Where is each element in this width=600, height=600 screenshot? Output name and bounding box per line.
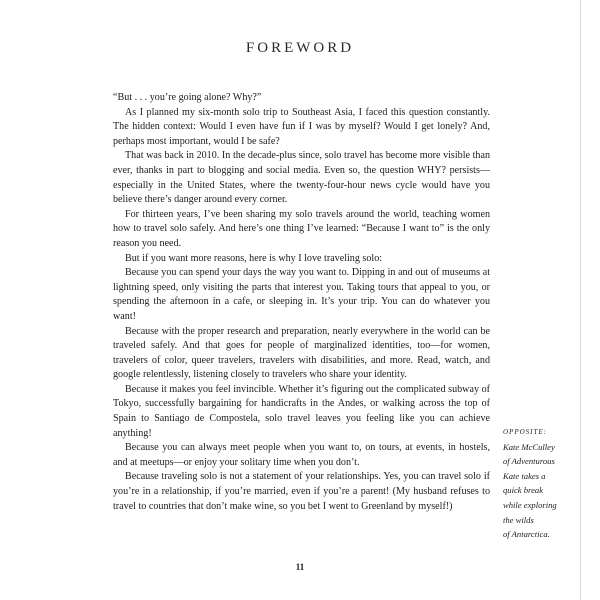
- paragraph-7: Because with the proper research and preparation, nearly everywhere in the world can be traveled safely. And that goes for people of marginalized identities, too—for women, travelers of color, queer travelers, travelers with disabilities, and more. Read, watch, and google relentlessly, listening closely to travelers who share your identity.: [113, 325, 490, 381]
- page-title: FOREWORD: [245, 40, 355, 56]
- paragraph-5: But if you want more reasons, here is why I love traveling solo:: [125, 252, 383, 264]
- caption-label: OPPOSITE:: [503, 428, 547, 436]
- caption-line: Kate McCulley: [503, 441, 555, 452]
- page-edge-divider: [580, 0, 581, 600]
- page-number: 11: [295, 562, 305, 572]
- paragraph-8: Because it makes you feel invincible. Whether it’s figuring out the complicated subway of Tokyo, successfully bargaining for handicrafts in the Andes, or walking across the top of Spain to Santiago de Compostela, solo travel leaves you feeling like you can achieve anything!: [113, 383, 490, 439]
- caption-line: of Adventurous: [503, 456, 555, 467]
- paragraph-2: As I planned my six-month solo trip to Southeast Asia, I faced this question constantly. The hidden context: Would I even have fun if I was by myself? Would I get lonely? And, perhaps most important, would I be safe?: [113, 106, 490, 147]
- paragraph-1: “But . . . you’re going alone? Why?”: [113, 92, 262, 103]
- caption-line: Kate takes a: [503, 470, 546, 481]
- paragraph-4: For thirteen years, I’ve been sharing my solo travels around the world, teaching women how to travel solo safely. And here’s one thing I’ve learned: “Because I want to” is the only reason you need.: [113, 208, 490, 249]
- paragraph-9: Because you can always meet people when you want to, on tours, at events, in hostels, and at meetups—or enjoy your solitary time when you don’t.: [113, 442, 490, 468]
- paragraph-3: That was back in 2010. In the decade-plus since, solo travel has become more visible than ever, thanks in part to blogging and social media. Even so, the question WHY? persists—especially in the United States, where the twenty-four-hour news cycle would have you believe there’s danger around every corner.: [113, 150, 490, 206]
- caption-line: of Antarctica.: [503, 529, 550, 540]
- foreword-body: [113, 91, 490, 514]
- caption-line: while exploring: [503, 499, 557, 510]
- paragraph-6: Because you can spend your days the way you want to. Dipping in and out of museums at lightning speed, only visiting the parts that interest you. Taking tours that appeal to you, or spending the afternoon in a cafe, or sleeping in. It’s your trip. You can do whatever you want!: [113, 267, 490, 322]
- photo-caption: [503, 425, 579, 542]
- paragraph-10: Because traveling solo is not a statement of your relationships. Yes, you can travel solo if you’re in a relationship, if you’re married, even if you’re a parent! (My husband refuses to travel to countries that don’t make wine, so you bet I went to Greenland by myself!): [113, 471, 490, 512]
- caption-line: the wilds: [503, 514, 534, 525]
- caption-line: quick break: [503, 485, 544, 496]
